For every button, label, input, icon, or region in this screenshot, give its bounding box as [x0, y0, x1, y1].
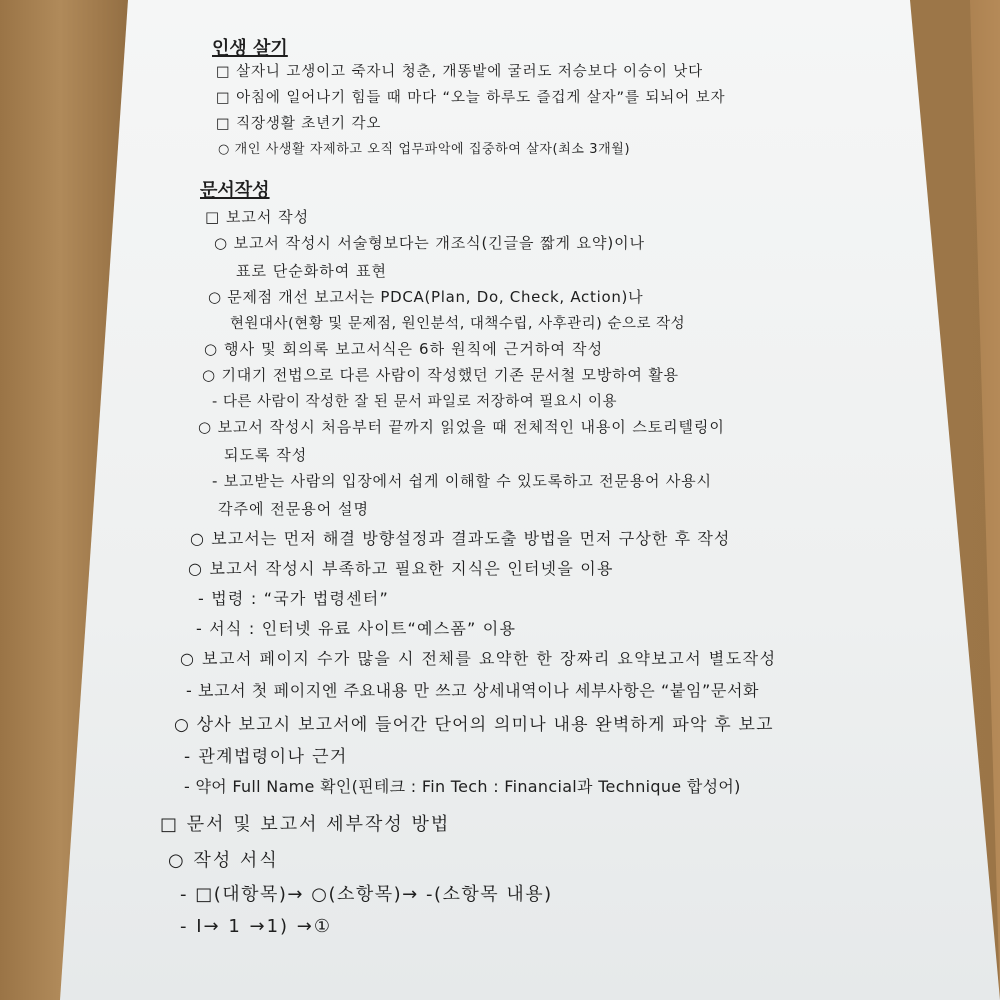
doc-line: - 법령 : “국가 법령센터”: [198, 589, 389, 608]
doc-line: - 보고받는 사람의 입장에서 쉽게 이해할 수 있도록하고 전문용어 사용시: [212, 472, 712, 490]
doc-line: - 서식 : 인터넷 유료 사이트“예스폼” 이용: [196, 619, 517, 638]
doc-line: - 약어 Full Name 확인(핀테크 : Fin Tech : Financial과 Technique 합성어): [184, 777, 741, 796]
section-heading-document-writing: 문서작성: [200, 180, 270, 201]
doc-line: - 관계법령이나 근거: [184, 747, 348, 767]
doc-line: ○ 보고서 작성시 서술형보다는 개조식(긴글을 짧게 요약)이나: [214, 234, 645, 252]
doc-line: ○ 행사 및 회의록 보고서식은 6하 원칙에 근거하여 작성: [204, 340, 604, 358]
doc-line: ○ 보고서 페이지 수가 많을 시 전체를 요약한 한 장짜리 요약보고서 별도작성: [180, 649, 777, 668]
doc-line: □ 보고서 작성: [205, 208, 310, 226]
doc-line: - 다른 사람이 작성한 잘 된 문서 파일로 저장하여 필요시 이용: [212, 394, 617, 410]
doc-line: □ 살자니 고생이고 죽자니 청춘, 개똥밭에 굴러도 저승보다 이승이 낫다: [216, 64, 704, 80]
doc-line: □ 아침에 일어나기 힘들 때 마다 “오늘 하루도 즐겁게 살자”를 되뇌어 보자: [216, 90, 726, 106]
doc-line: 되도록 작성: [224, 446, 308, 464]
doc-line: - Ⅰ→ 1 →1) →①: [180, 916, 332, 937]
doc-line: □ 문서 및 보고서 세부작성 방법: [160, 814, 451, 835]
doc-line: ○ 문제점 개선 보고서는 PDCA(Plan, Do, Check, Action)나: [208, 288, 644, 306]
doc-line: - 보고서 첫 페이지엔 주요내용 만 쓰고 상세내역이나 세부사항은 “붙임”문서화: [186, 681, 760, 700]
doc-line: ○ 보고서는 먼저 해결 방향설정과 결과도출 방법을 먼저 구상한 후 작성: [190, 529, 731, 548]
doc-line: - □(대항목)→ ○(소항목)→ -(소항목 내용): [180, 884, 553, 905]
doc-line: ○ 기대기 전법으로 다른 사람이 작성했던 기존 문서철 모방하여 활용: [202, 366, 679, 384]
doc-line: ○ 보고서 작성시 부족하고 필요한 지식은 인터넷을 이용: [188, 559, 614, 578]
doc-line: □ 직장생활 초년기 각오: [216, 116, 382, 132]
doc-line: ○ 보고서 작성시 처음부터 끝까지 읽었을 때 전체적인 내용이 스토리텔링이: [198, 418, 725, 436]
doc-line: ○ 작성 서식: [168, 850, 279, 871]
doc-line: 현원대사(현황 및 문제점, 원인분석, 대책수립, 사후관리) 순으로 작성: [230, 316, 686, 332]
doc-line: ○ 상사 보고시 보고서에 들어간 단어의 의미나 내용 완벽하게 파악 후 보고: [174, 715, 774, 735]
doc-line: 표로 단순화하여 표현: [236, 262, 387, 280]
doc-line: 각주에 전문용어 설명: [218, 500, 369, 518]
doc-line: ○ 개인 사생활 자제하고 오직 업무파악에 집중하여 살자(최소 3개월): [218, 142, 631, 157]
section-heading-life: 인생 살기: [212, 38, 288, 59]
